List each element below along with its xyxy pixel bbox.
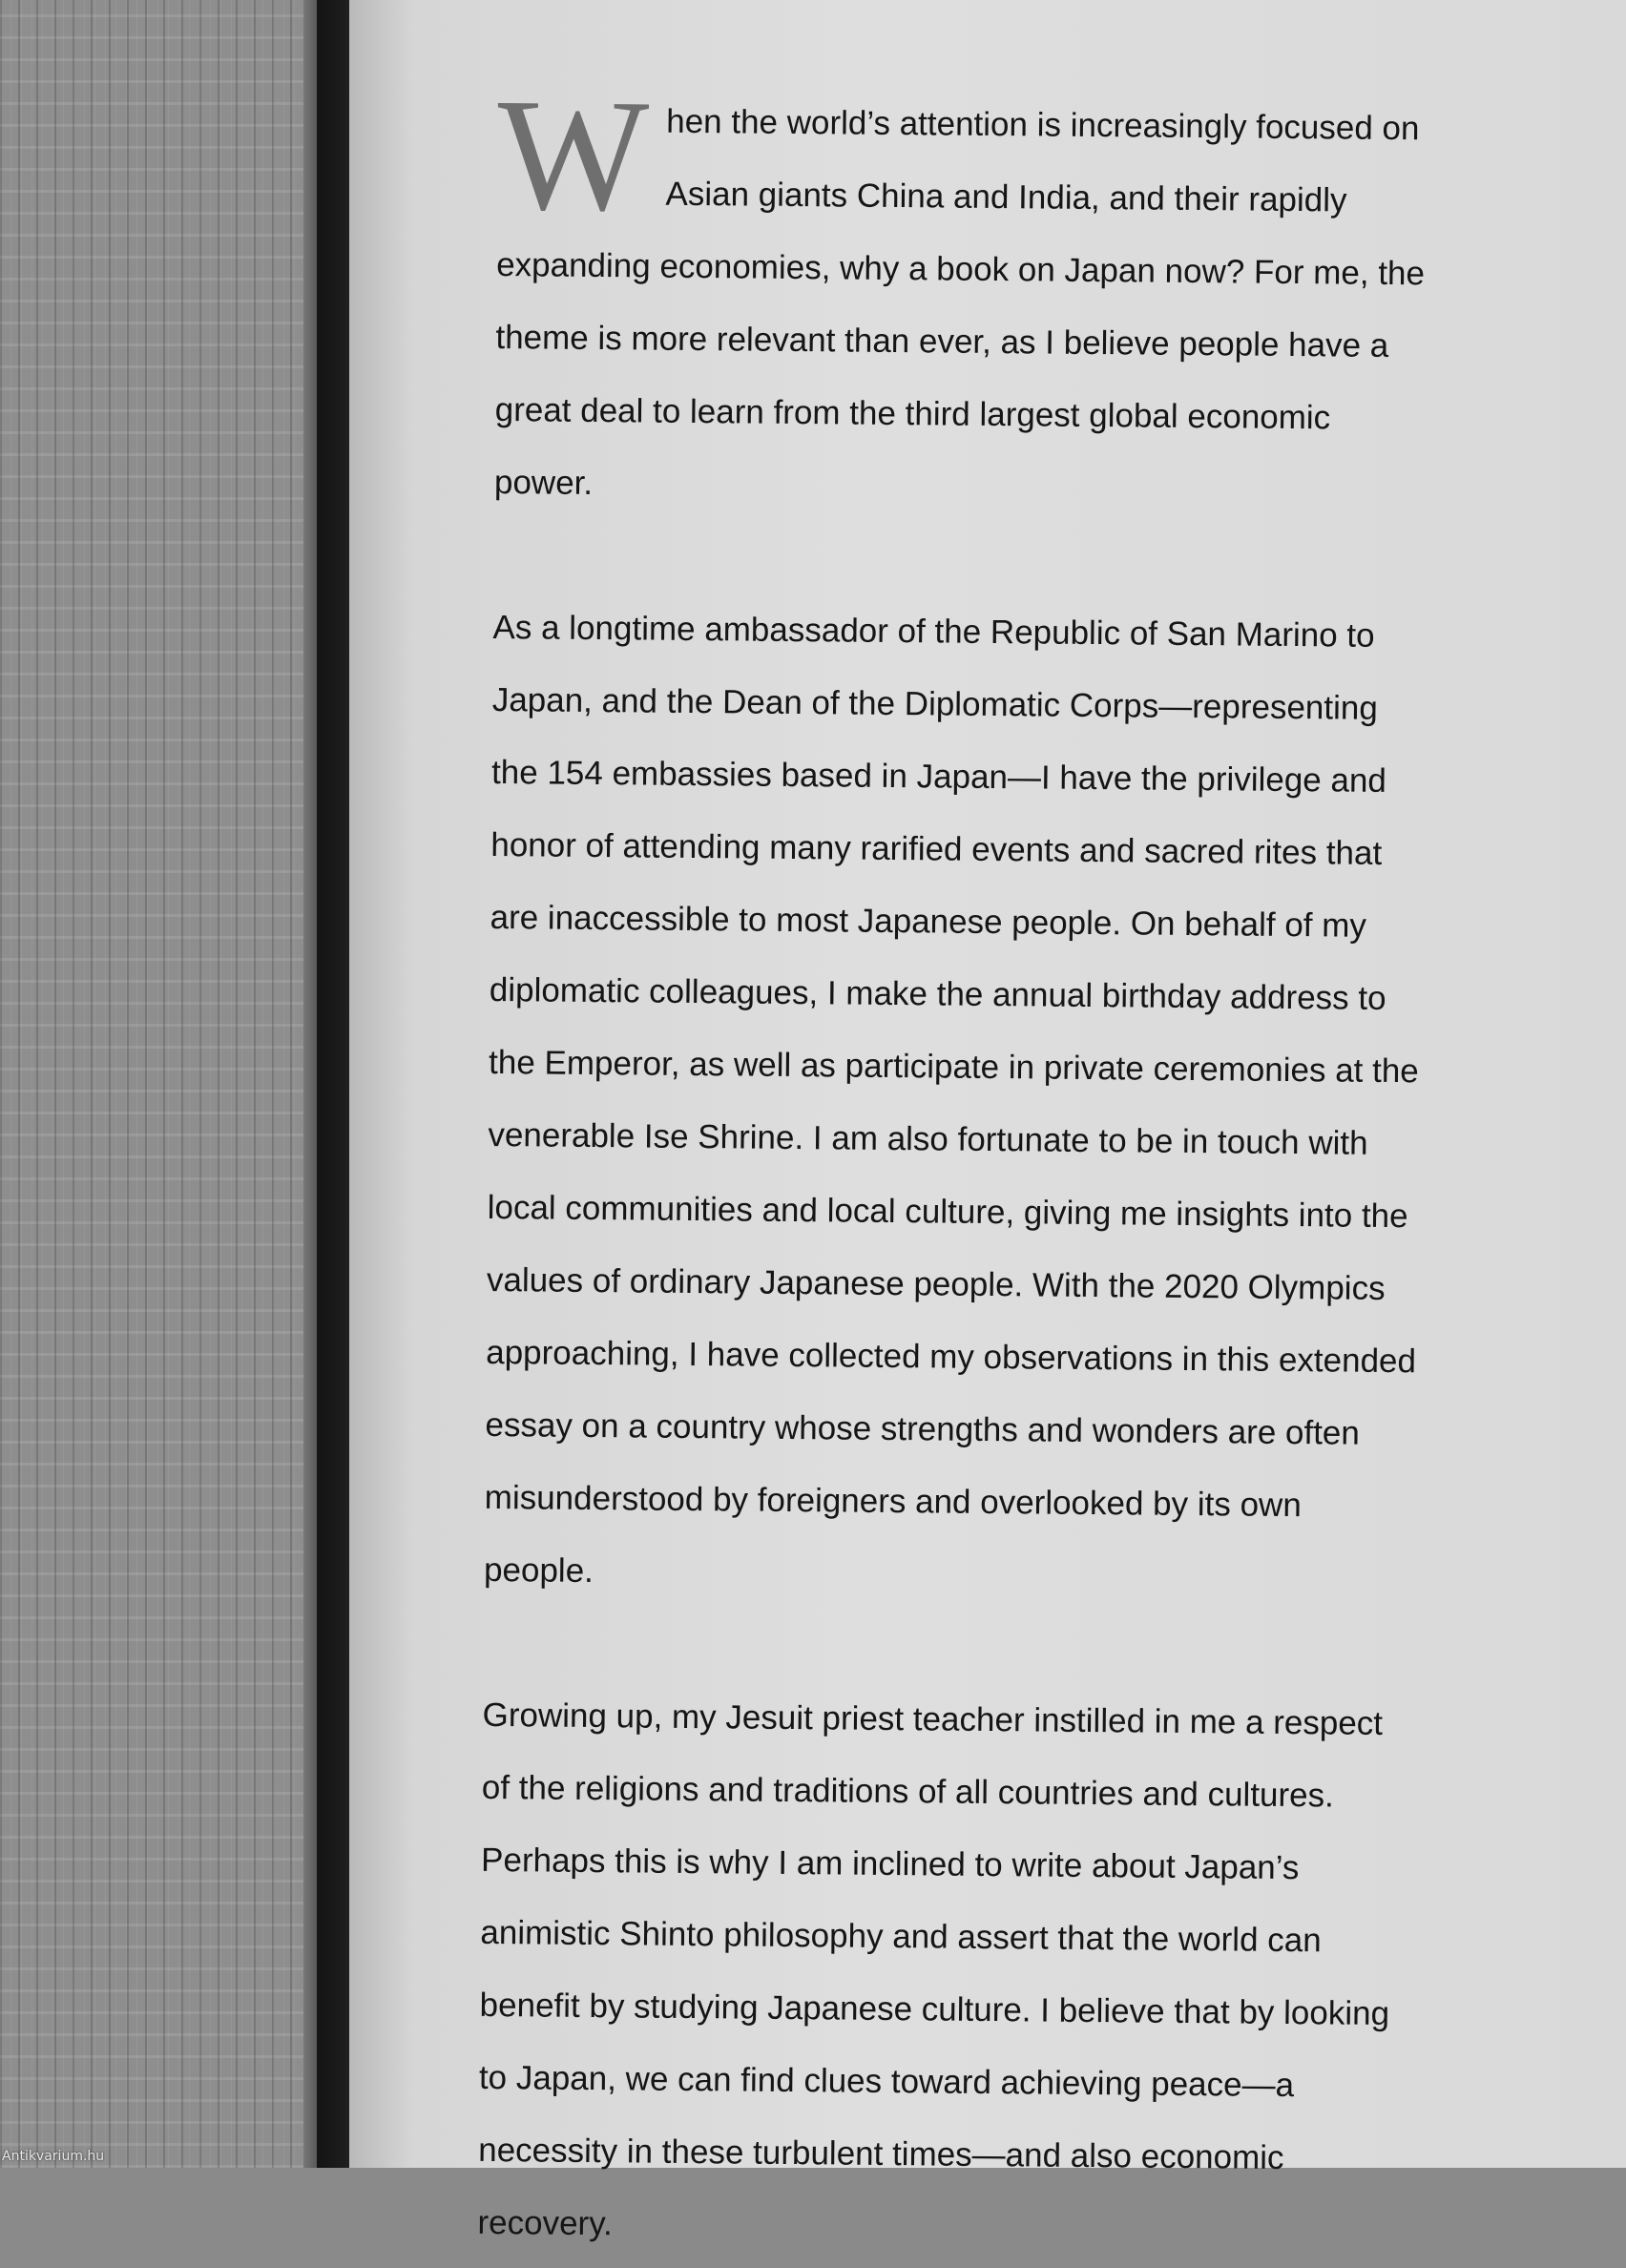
paragraph-3: Growing up, my Jesuit priest teacher instilled in me a respect of the religions and traditions of all countries and cultures. Perhaps this is why I am inclined to write about Japan’s animistic Shinto philosophy and assert that the world can benefit by studying Japanese culture. I believe that by looking to Japan, we can find clues toward achieving peace—a necessity in these turbulent times—and also economic recovery.	[477, 1696, 1390, 2243]
watermark: Antikvarium.hu	[2, 2149, 105, 2164]
book-cover-texture	[0, 0, 315, 2168]
paragraph-2: As a longtime ambassador of the Republic of San Marino to Japan, and the Dean of the Diplomatic Corps—representing the 154 embassies based in Japan—I have the privilege and honor of attending many rarified events and sacred rites that are inaccessible to most Japanese people. On behalf of my diplomatic colleagues, I make the annual birthday address to the Emperor, as well as participate in private ceremonies at the venerable Ise Shrine. I am also fortunate to be in touch with local communities and local culture, giving me insights into the values of ordinary Japanese people. With the 2020 Olympics approaching, I have collected my observations in this extended essay on a country whose strengths and wonders are often misunderstood by foreigners and overlooked by its own people.	[483, 608, 1419, 1591]
paragraph-1	[493, 66, 1428, 528]
drop-cap-letter: W	[496, 66, 650, 245]
paragraph-1-text: hen the world’s attention is increasingly focused on Asian giants China and India, and their rapidly expanding economies, why a book on Japan now? For me, the theme is more relevant than ever, as I believe people have a great deal to learn from the third largest global economic power.	[493, 102, 1426, 502]
page-text	[477, 66, 1428, 2268]
cover-edge	[303, 0, 317, 2168]
